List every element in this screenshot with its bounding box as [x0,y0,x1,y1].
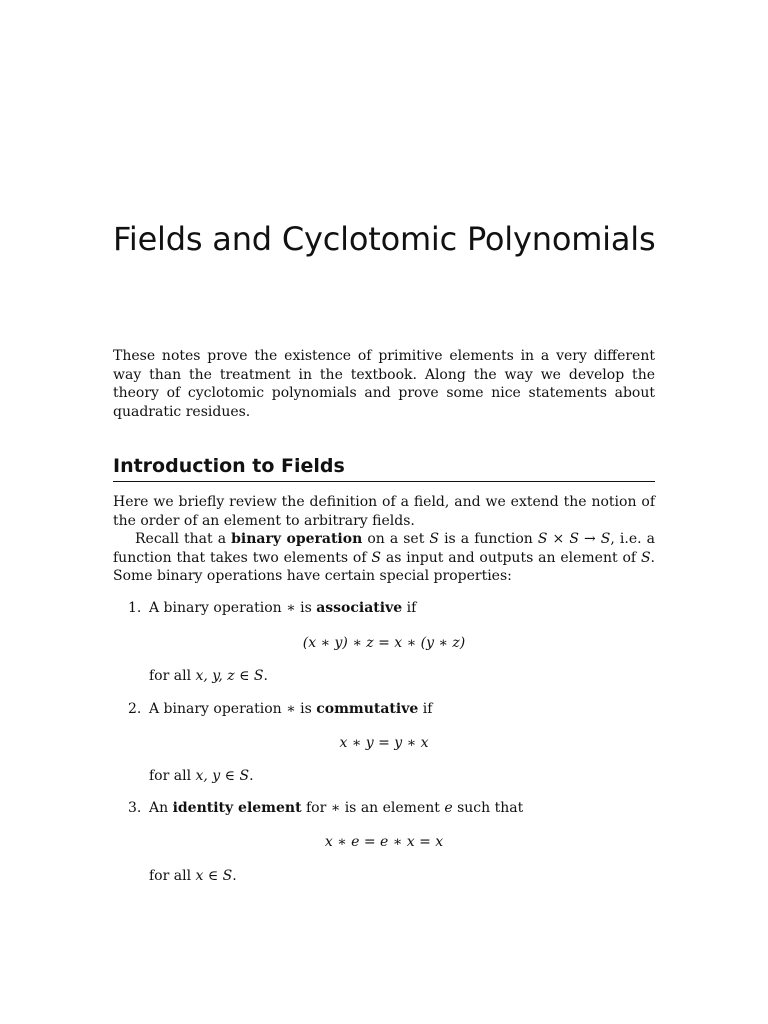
text-run: if [418,701,433,717]
text-run: , i.e. a function that takes two elements of [113,531,655,566]
forall-clause [149,867,237,885]
equation-commutative: x ∗ y = y ∗ x [339,735,429,751]
math-var: S [371,549,381,566]
math-var: S [640,549,651,566]
text-run: if [402,600,417,616]
text-run: is a function [439,531,538,547]
forall-clause [149,767,254,785]
math-var: e [444,800,453,816]
intro-paragraph: Here we briefly review the definition of a field, and we extend the notion of the order of an element to arbitrary fields. [113,494,655,529]
term-associative: associative [316,600,403,616]
math-expression: x ∈ S [195,868,233,884]
math-expression: x, y ∈ S [195,768,250,784]
list-item-number: 2. [128,701,142,717]
math-expression: S × S → S [537,531,611,547]
list-item-text [149,700,432,718]
text-run: . [263,668,268,684]
document-title: Fields and Cyclotomic Polynomials [113,220,656,258]
text-run: for all [149,768,196,784]
forall-clause [149,667,268,685]
equation-identity: x ∗ e = e ∗ x = x [324,834,444,850]
text-run: A binary operation ∗ is [149,600,317,616]
math-var: S [429,531,440,547]
list-item-number: 1. [128,600,142,616]
list-item-number: 3. [128,800,142,816]
text-run: on a set [362,531,430,547]
equation-associative: (x ∗ y) ∗ z = x ∗ (y ∗ z) [302,635,466,651]
term-binary-operation: binary operation [231,531,363,547]
list-item-text [149,599,416,617]
text-run: . [249,768,254,784]
text-run: for all [149,668,196,684]
abstract-paragraph: These notes prove the existence of primitive elements in a very different way than the treatment in the textbook. Along the way we develop the theory of cyclotomic polynomials and prove some nice statements about quadratic residues. [113,348,655,420]
text-run: Recall that a [135,531,232,547]
text-run: A binary operation ∗ is [149,701,317,717]
text-run: as input and outputs an element of [381,549,641,566]
section-heading: Introduction to Fields [113,452,655,482]
text-run: for all [149,868,196,884]
term-identity-element: identity element [172,800,302,816]
text-run: . [232,868,237,884]
term-commutative: commutative [316,701,419,717]
list-item-text [149,799,523,817]
text-run: for ∗ is an element [301,800,445,816]
text-run: An [149,800,173,816]
binary-operation-paragraph [113,530,655,586]
text-run: . Some binary operations have certain special properties: [113,549,655,585]
text-run: such that [452,800,524,816]
math-expression: x, y, z ∈ S [195,668,264,684]
